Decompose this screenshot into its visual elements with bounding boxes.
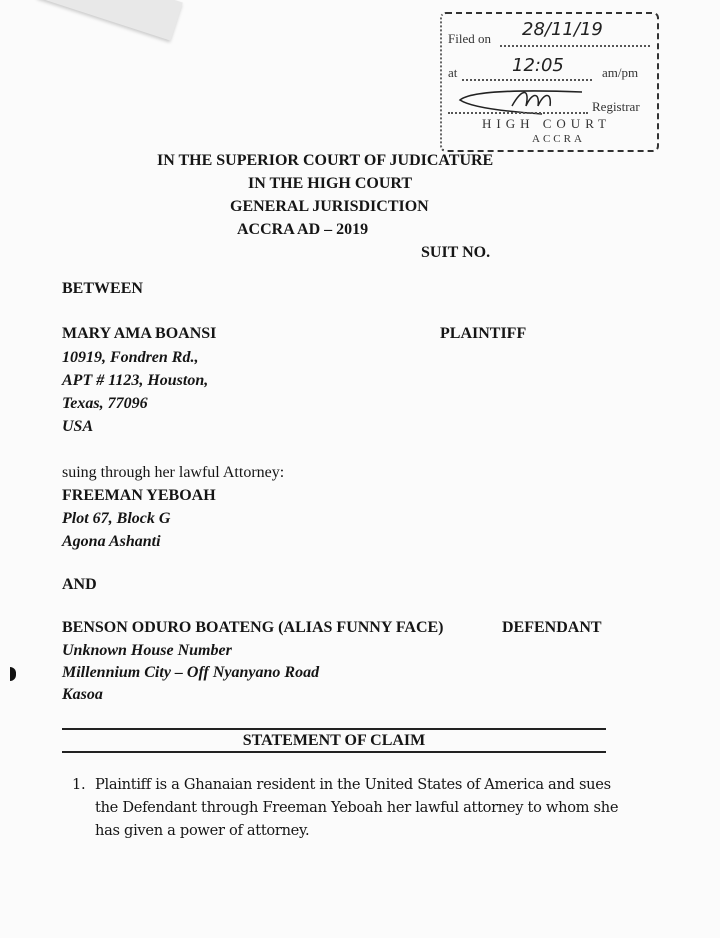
plaintiff-role: PLAINTIFF [440, 325, 527, 342]
paragraph-line: has given a power of attorney. [95, 822, 310, 839]
filing-stamp [440, 12, 659, 152]
stamp-time-leader [462, 79, 592, 81]
punch-mark [10, 667, 16, 681]
defendant-role: DEFENDANT [502, 619, 602, 636]
plaintiff-address-line: Texas, 77096 [62, 395, 148, 412]
signature-icon [452, 82, 592, 116]
divider [62, 728, 606, 730]
plaintiff-address-line: 10919, Fondren Rd., [62, 349, 199, 366]
stamp-city: ACCRA [532, 133, 585, 145]
venue-year: ACCRA AD – 2019 [237, 221, 369, 238]
paragraph-number: 1. [72, 776, 86, 793]
suit-number: SUIT NO. [421, 244, 491, 261]
and-label: AND [62, 576, 97, 593]
page-fold [37, 0, 183, 41]
plaintiff-address-line: APT # 1123, Houston, [62, 372, 209, 389]
paragraph-line: Plaintiff is a Ghanaian resident in the United States of America and sues [95, 776, 611, 793]
court-title: IN THE SUPERIOR COURT OF JUDICATURE [157, 152, 494, 169]
attorney-address-line: Agona Ashanti [62, 533, 161, 550]
section-title: STATEMENT OF CLAIM [242, 732, 426, 749]
between-label: BETWEEN [62, 280, 143, 297]
stamp-filed-label: Filed on [448, 31, 491, 46]
plaintiff-address-line: USA [62, 418, 94, 435]
stamp-filed-date: 28/11/19 [522, 19, 603, 40]
attorney-name: FREEMAN YEBOAH [62, 487, 216, 504]
defendant-address-line: Millennium City – Off Nyanyano Road [62, 664, 320, 681]
stamp-ampm: am/pm [602, 65, 639, 80]
plaintiff-name: MARY AMA BOANSI [62, 325, 217, 342]
attorney-address-line: Plot 67, Block G [62, 510, 171, 527]
stamp-registrar: Registrar [592, 99, 640, 114]
stamp-time: 12:05 [512, 55, 564, 76]
divider [62, 751, 606, 753]
attorney-intro: suing through her lawful Attorney: [62, 464, 285, 481]
stamp-registrar-leader [448, 112, 588, 114]
jurisdiction: GENERAL JURISDICTION [230, 198, 429, 215]
defendant-address-line: Unknown House Number [62, 642, 232, 659]
stamp-date-leader [500, 45, 650, 47]
stamp-court: HIGH COURT [482, 116, 612, 131]
defendant-name: BENSON ODURO BOATENG (ALIAS FUNNY FACE) [62, 619, 444, 636]
defendant-address-line: Kasoa [62, 686, 103, 703]
court-subtitle: IN THE HIGH COURT [248, 175, 413, 192]
paragraph-line: the Defendant through Freeman Yeboah her lawful attorney to whom she [95, 799, 619, 816]
stamp-at-label: at [448, 65, 458, 80]
